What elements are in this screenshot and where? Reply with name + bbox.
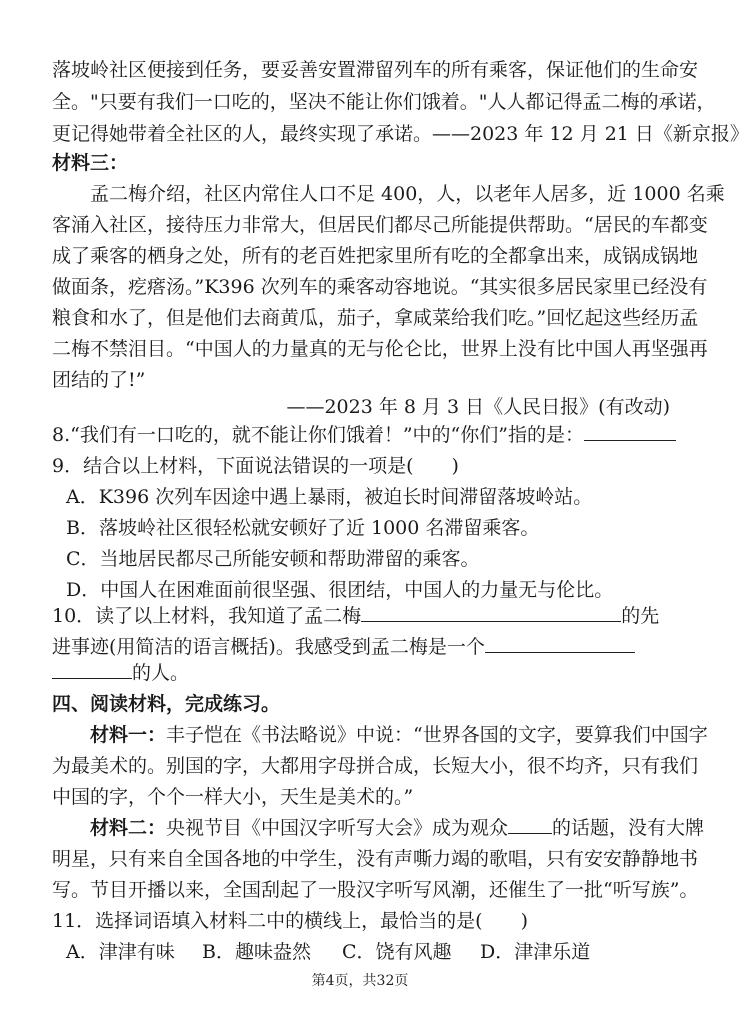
option-d: D．中国人在困难面前很坚强、很团结，中国人的力量无与伦比。 [66,579,614,601]
answer-blank[interactable] [361,603,621,622]
material-one-label: 材料一： [90,724,167,746]
text-line: 中国的字，个个一样大小，天生是美术的。” [52,786,414,808]
question-10-text: 的先 [621,605,660,627]
material-two-label: 材料二： [90,817,167,839]
material-two-text: 央视节目《中国汉字听写大会》成为观众 [166,817,509,839]
section-four-heading: 四、阅读材料，完成练习。 [52,693,281,715]
material-one-line [90,722,708,748]
question-10 [52,603,670,629]
material-three-heading: 材料三： [52,152,129,174]
text-line: 孟二梅介绍，社区内常住人口不足 400，人，以老年人居多，近 1000 名乘 [90,183,725,205]
text-line: 明星，只有来自全国各地的中学生，没有声嘶力竭的歌唱，只有安安静静地书 [52,848,699,870]
answer-blank[interactable] [584,422,676,441]
text-line: 客涌入社区，接待压力非常大，但居民们都尽己所能提供帮助。“居民的车都变 [52,214,708,236]
question-10-text: 进事迹(用简洁的语言概括)。我感受到孟二梅是一个 [52,636,485,658]
text-line: 团结的了!” [52,369,146,391]
text-line: 做面条，疙瘩汤。”K396 次列车的乘客动容地说。“其实很多居民家里已经没有 [52,276,708,298]
text-line: 更记得她带着全社区的人，最终实现了承诺。——2023 年 12 月 21 日《新京报》 [52,123,749,145]
question-10-line3 [52,660,670,686]
text-line: 落坡岭社区便接到任务，要妥善安置滞留列车的所有乘客，保证他们的生命安 [52,59,699,81]
option-a: A．津津有味 [66,941,175,963]
question-9: 9．结合以上材料，下面说法错误的一项是( ) [52,455,459,477]
material-two-line [90,815,705,841]
option-c: C．当地居民都尽己所能安顿和帮助滞留的乘客。 [66,548,480,570]
option-b: B．趣味盎然 [202,941,311,963]
question-11-options [66,939,670,965]
option-b: B．落坡岭社区很轻松就安顿好了近 1000 名滞留乘客。 [66,517,540,539]
question-10-text: 10．读了以上材料，我知道了孟二梅 [52,605,362,627]
text-line: 为最美术的。别国的字，大都用字母拼合成，长短大小，很不均齐，只有我们 [52,755,699,777]
question-10-line2 [52,634,670,660]
option-d: D．津津乐道 [480,941,591,963]
text-line: 粮食和水了，但是他们去商黄瓜，茄子，拿咸菜给我们吃。”回忆起这些经历孟 [52,307,699,329]
question-10-text: 的人。 [132,662,190,684]
question-11: 11．选择词语填入材料二中的横线上，最恰当的是( ) [52,910,529,932]
material-two-text: 的话题，没有大牌 [552,817,705,839]
question-8 [52,422,670,448]
material-one-text: 丰子恺在《书法略说》中说：“世界各国的文字，要算我们中国字 [166,724,708,746]
option-a: A．K396 次列车因途中遇上暴雨，被迫长时间滞留落坡岭站。 [66,486,593,508]
answer-blank[interactable] [485,634,635,653]
text-line: 写。节目开播以来，全国刮起了一股汉字听写风潮，还催生了一批“听写族”。 [52,879,699,901]
page-footer: 第4页，共32页 [311,973,409,989]
fill-in-blank[interactable] [508,815,552,834]
answer-blank[interactable] [52,660,132,679]
option-c: C．饶有风趣 [342,941,452,963]
text-line: 成了乘客的栖身之处，所有的老百姓把家里所有吃的全都拿出来，成锅成锅地 [52,245,699,267]
text-line: 全。"只要有我们一口吃的，坚决不能让你们饿着。"人人都记得孟二梅的承诺， [52,91,716,113]
source-citation: ——2023 年 8 月 3 日《人民日报》(有改动) [286,396,670,418]
text-line: 二梅不禁泪目。“中国人的力量真的无与伦仑比，世界上没有比中国人再坚强再 [52,338,708,360]
question-8-text: 8.“我们有一口吃的，就不能让你们饿着！”中的“你们”指的是： [52,424,584,446]
